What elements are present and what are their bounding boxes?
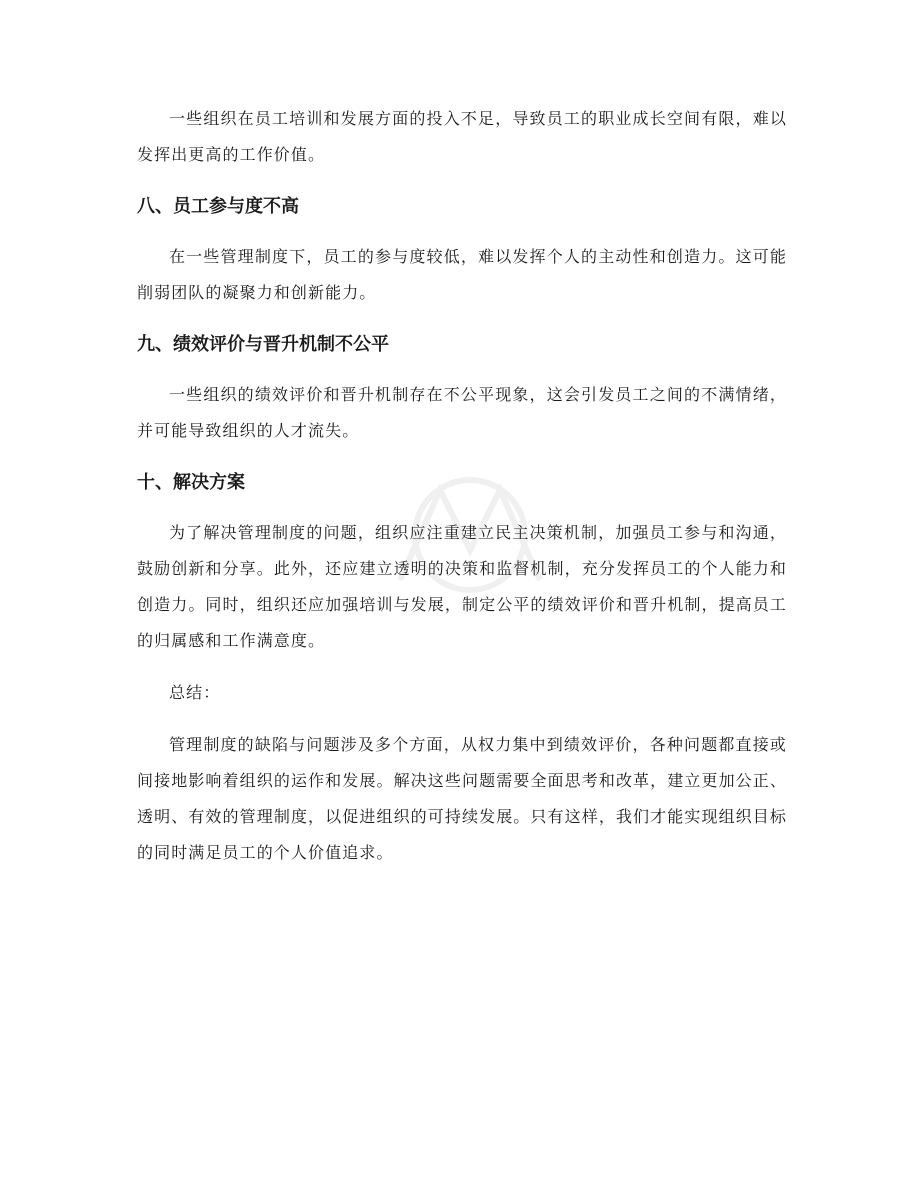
summary-label: 总结：	[169, 683, 221, 702]
paragraph-solutions: 为了解决管理制度的问题，组织应注重建立民主决策机制，加强员工参与和沟通，鼓励创新和分享。此外，还应建立透明的决策和监督机制，充分发挥员工的个人能力和创造力。同时，组织还应加强培训与发展，制定公平的绩效评价和晋升机制，提高员工的归属感和工作满意度。	[137, 523, 787, 650]
heading-employee-participation: 八、员工参与度不高	[137, 196, 299, 217]
heading-performance-promotion: 九、绩效评价与晋升机制不公平	[137, 334, 389, 355]
document-content	[137, 101, 787, 871]
paragraph-participation: 在一些管理制度下，员工的参与度较低，难以发挥个人的主动性和创造力。这可能削弱团队的凝聚力和创新能力。	[137, 247, 787, 302]
paragraph-training: 一些组织在员工培训和发展方面的投入不足，导致员工的职业成长空间有限，难以发挥出更高的工作价值。	[137, 109, 787, 164]
paragraph-performance: 一些组织的绩效评价和晋升机制存在不公平现象，这会引发员工之间的不满情绪，并可能导致组织的人才流失。	[137, 385, 787, 440]
paragraph-summary: 管理制度的缺陷与问题涉及多个方面，从权力集中到绩效评价，各种问题都直接或间接地影响着组织的运作和发展。解决这些问题需要全面思考和改革，建立更加公正、透明、有效的管理制度，以促进组织的可持续发展。只有这样，我们才能实现组织目标的同时满足员工的个人价值追求。	[137, 735, 787, 862]
heading-solutions: 十、解决方案	[137, 472, 245, 493]
